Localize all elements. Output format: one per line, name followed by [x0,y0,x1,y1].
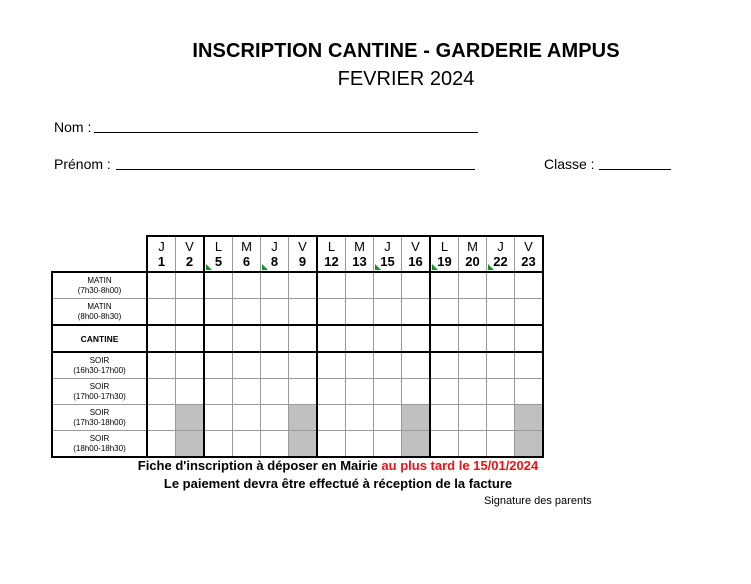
day-header [261,236,289,272]
registration-cell[interactable] [374,299,402,326]
registration-cell[interactable] [346,272,374,299]
row-label [52,352,147,379]
registration-cell[interactable] [374,272,402,299]
weekday-letter: J [158,239,165,254]
unavailable-cell [402,405,431,431]
row-label [52,299,147,326]
registration-cell[interactable] [147,352,176,379]
registration-cell[interactable] [233,299,261,326]
registration-cell[interactable] [430,379,459,405]
registration-cell[interactable] [346,405,374,431]
registration-cell[interactable] [374,431,402,458]
registration-cell[interactable] [402,299,431,326]
deposit-note [0,458,676,473]
registration-cell[interactable] [459,405,487,431]
row-label-hours: (16h30-17h00) [73,365,126,375]
registration-cell[interactable] [487,272,515,299]
registration-cell[interactable] [233,431,261,458]
registration-cell[interactable] [430,299,459,326]
day-header [374,236,402,272]
registration-cell[interactable] [261,299,289,326]
registration-cell[interactable] [346,299,374,326]
registration-cell[interactable] [204,325,233,352]
day-number: 15 [380,254,395,269]
day-number: 1 [157,254,166,269]
day-number: 20 [465,254,480,269]
registration-cell[interactable] [430,272,459,299]
comment-marker-icon [375,264,381,270]
registration-cell[interactable] [515,272,544,299]
registration-cell[interactable] [147,272,176,299]
nom-field [54,119,91,135]
registration-cell[interactable] [515,379,544,405]
page-title: INSCRIPTION CANTINE - GARDERIE AMPUS [192,40,620,62]
registration-cell[interactable] [289,325,318,352]
weekday-letter: L [327,239,336,254]
weekday-letter: L [440,239,449,254]
signature-label: Signature des parents [484,495,592,507]
row-label [52,431,147,458]
day-number: 23 [521,254,536,269]
row-label-title: SOIR [89,355,110,365]
day-header [346,236,374,272]
registration-cell[interactable] [261,379,289,405]
registration-cell[interactable] [147,299,176,326]
day-number: 16 [408,254,423,269]
registration-cell[interactable] [317,405,346,431]
deposit-note-text: Fiche d'inscription à déposer en Mairie [137,458,378,473]
registration-cell[interactable] [515,325,544,352]
row-label-hours: (7h30-8h00) [77,285,122,295]
day-header [147,236,176,272]
unavailable-cell [402,431,431,458]
registration-cell[interactable] [487,352,515,379]
day-header [176,236,205,272]
registration-cell[interactable] [430,352,459,379]
registration-cell[interactable] [402,272,431,299]
registration-cell[interactable] [402,352,431,379]
day-number: 12 [324,254,339,269]
registration-cell[interactable] [261,352,289,379]
registration-cell[interactable] [261,272,289,299]
registration-cell[interactable] [261,325,289,352]
day-number: 5 [214,254,223,269]
registration-cell[interactable] [204,431,233,458]
registration-cell[interactable] [233,272,261,299]
classe-line[interactable] [599,169,671,170]
registration-cell[interactable] [459,352,487,379]
unavailable-cell [289,405,318,431]
registration-cell[interactable] [374,379,402,405]
registration-cell[interactable] [430,431,459,458]
registration-cell[interactable] [374,352,402,379]
registration-cell[interactable] [204,405,233,431]
row-label-title: SOIR [89,381,110,391]
registration-cell[interactable] [317,352,346,379]
registration-cell[interactable] [317,299,346,326]
row-label-title: SOIR [89,433,110,443]
registration-cell[interactable] [233,325,261,352]
prenom-field [54,156,111,172]
day-header [233,236,261,272]
registration-cell[interactable] [374,405,402,431]
registration-cell[interactable] [147,379,176,405]
classe-field [544,156,595,172]
unavailable-cell [515,431,544,458]
registration-cell[interactable] [430,405,459,431]
weekday-letter: M [354,239,365,254]
day-header [459,236,487,272]
weekday-letter: V [185,239,194,254]
registration-cell[interactable] [233,379,261,405]
day-header [289,236,318,272]
row-label-hours: (18h00-18h30) [73,443,126,453]
registration-cell[interactable] [204,272,233,299]
row-label-title: SOIR [89,407,110,417]
classe-label: Classe : [544,156,595,172]
day-header [402,236,431,272]
registration-cell[interactable] [204,299,233,326]
deadline-text: au plus tard le 15/01/2024 [381,458,539,473]
registration-cell[interactable] [487,325,515,352]
day-number: 8 [270,254,279,269]
registration-cell[interactable] [176,352,205,379]
registration-cell[interactable] [487,431,515,458]
registration-cell[interactable] [459,379,487,405]
day-number: 6 [242,254,251,269]
comment-marker-icon [206,264,212,270]
comment-marker-icon [262,264,268,270]
day-header [204,236,233,272]
row-label-hours: (17h00-17h30) [73,391,126,401]
registration-cell[interactable] [459,272,487,299]
registration-cell[interactable] [289,299,318,326]
registration-cell[interactable] [317,325,346,352]
registration-cell[interactable] [176,272,205,299]
registration-cell[interactable] [176,379,205,405]
day-number: 19 [437,254,452,269]
day-header [317,236,346,272]
registration-cell[interactable] [346,325,374,352]
row-label [52,379,147,405]
weekday-letter: J [497,239,504,254]
registration-cell[interactable] [317,272,346,299]
registration-cell[interactable] [459,325,487,352]
unavailable-cell [176,405,205,431]
prenom-label: Prénom : [54,156,111,172]
row-label [52,325,147,352]
registration-cell[interactable] [487,379,515,405]
day-number: 22 [493,254,508,269]
registration-cell[interactable] [233,352,261,379]
registration-cell[interactable] [289,272,318,299]
registration-cell[interactable] [233,405,261,431]
nom-line[interactable] [94,132,478,133]
registration-cell[interactable] [487,405,515,431]
row-label-title: MATIN [87,301,112,311]
registration-cell[interactable] [147,325,176,352]
registration-cell[interactable] [459,431,487,458]
registration-cell[interactable] [176,325,205,352]
page-subtitle: FEVRIER 2024 [337,68,475,90]
weekday-letter: V [524,239,533,254]
registration-cell[interactable] [204,352,233,379]
row-label-title: CANTINE [80,333,119,344]
weekday-letter: M [467,239,478,254]
day-header [487,236,515,272]
row-label-title: MATIN [87,275,112,285]
weekday-letter: V [411,239,420,254]
registration-cell[interactable] [261,405,289,431]
nom-label: Nom : [54,119,92,135]
header-corner [52,236,147,272]
payment-note: Le paiement devra être effectué à réception de la facture [163,476,513,491]
unavailable-cell [289,431,318,458]
registration-cell[interactable] [402,379,431,405]
registration-cell[interactable] [346,431,374,458]
registration-cell[interactable] [317,379,346,405]
comment-marker-icon [488,264,494,270]
comment-marker-icon [432,264,438,270]
registration-cell[interactable] [374,325,402,352]
calendar-table [51,235,544,458]
registration-cell[interactable] [515,299,544,326]
row-label-hours: (17h30-18h00) [73,417,126,427]
registration-cell[interactable] [317,431,346,458]
weekday-letter: L [214,239,223,254]
unavailable-cell [176,431,205,458]
registration-cell[interactable] [204,379,233,405]
prenom-line[interactable] [116,169,475,170]
row-label [52,272,147,299]
registration-cell[interactable] [261,431,289,458]
day-number: 13 [352,254,367,269]
weekday-letter: V [298,239,307,254]
registration-cell[interactable] [430,325,459,352]
registration-cell[interactable] [515,352,544,379]
registration-cell[interactable] [346,379,374,405]
row-label [52,405,147,431]
day-number: 9 [298,254,307,269]
registration-cell[interactable] [147,405,176,431]
row-label-hours: (8h00-8h30) [77,311,122,321]
unavailable-cell [515,405,544,431]
registration-cell[interactable] [346,352,374,379]
weekday-letter: J [271,239,278,254]
weekday-letter: M [241,239,252,254]
registration-cell[interactable] [289,379,318,405]
day-header [515,236,544,272]
registration-cell[interactable] [176,299,205,326]
registration-cell[interactable] [459,299,487,326]
registration-cell[interactable] [402,325,431,352]
weekday-letter: J [384,239,391,254]
registration-cell[interactable] [487,299,515,326]
registration-cell[interactable] [147,431,176,458]
day-header [430,236,459,272]
registration-cell[interactable] [289,352,318,379]
day-number: 2 [185,254,194,269]
